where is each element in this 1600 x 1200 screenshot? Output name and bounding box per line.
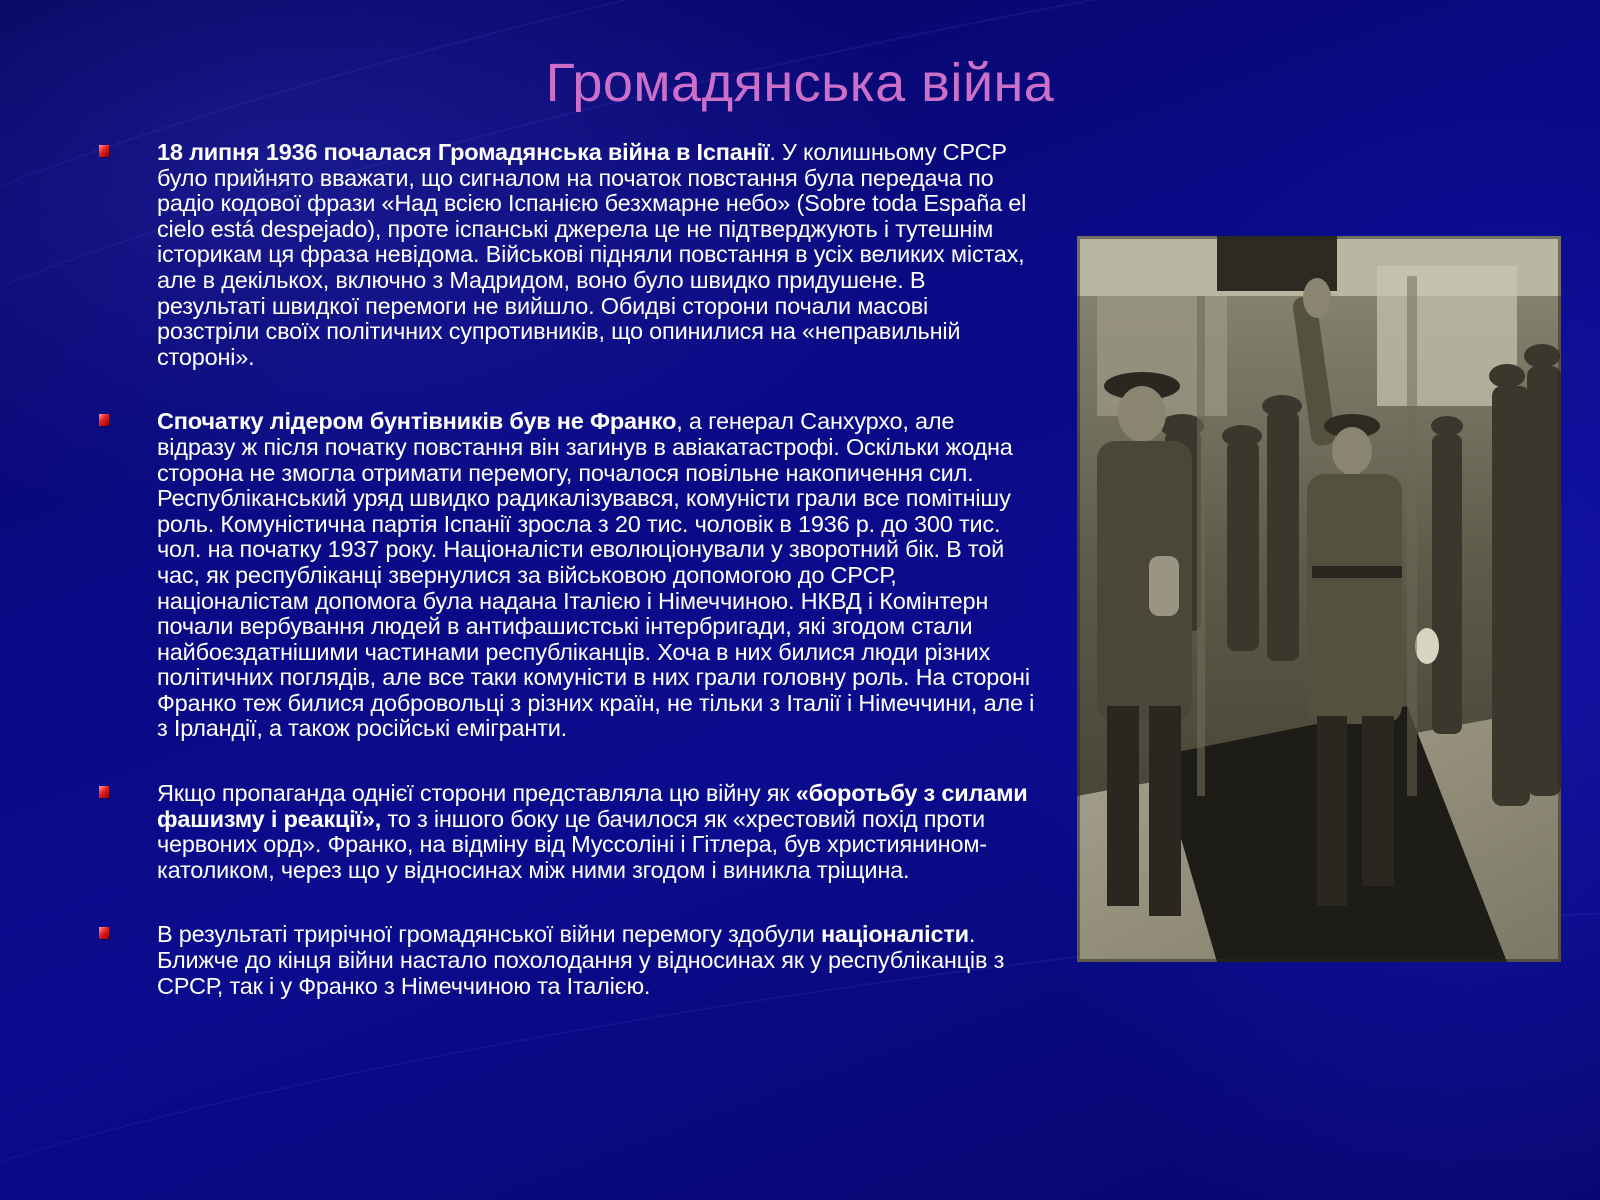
bullet-bold-text: націоналісти xyxy=(820,921,969,948)
bullet-text xyxy=(157,922,1036,999)
list-item xyxy=(96,140,1036,370)
bullet-icon xyxy=(99,414,109,426)
bullet-pre-text: Якщо пропаганда однієї сторони представляла цю війну як xyxy=(157,780,796,807)
bullet-bold-text: «боротьбу з силами фашизму і реакції», xyxy=(157,780,1028,832)
bullet-body-text: . У колишньому СРСР було прийнято вважати, що сигналом на початок повстання була передача по радіо кодової фрази «Над всією Іспанією безхмарне небо» (Sobre toda España el cielo está despejado), проте іспанські джерела це не підтверджують і тутешнім історикам ця фраза невідома. Військові підняли повстання в усіх великих містах, але в декількох, включно з Мадридом, воно було швидко придушене. В результаті швидкої перемоги не вийшло. Обидві сторони почали масові розстріли своїх політичних супротивників, що опинилися на «неправильній стороні». xyxy=(157,139,1027,370)
bullet-body-text: . Ближче до кінця війни настало похолодання у відносинах як у республіканців з СРСР, так і у Франко з Німеччиною та Італією. xyxy=(157,921,1005,999)
bullet-icon xyxy=(99,145,109,157)
bullet-bold-text: 18 липня 1936 почалася Громадянська війна в Іспанії xyxy=(157,139,770,165)
list-item xyxy=(96,409,1036,742)
bullet-icon xyxy=(99,786,109,798)
historical-photo xyxy=(1077,236,1561,962)
bullet-text xyxy=(157,781,1036,883)
bullet-pre-text: В результаті трирічної громадянської війни перемогу здобули xyxy=(157,921,821,948)
photo-illustration xyxy=(1077,236,1561,962)
bullet-icon xyxy=(99,927,109,939)
bullet-body-text: , а генерал Санхурхо, але відразу ж після початку повстання він загинув в авіакатастрофі. Оскільки жодна сторона не змогла отримати перемогу, почалося повільне накопичення сил. Республіканський уряд швидко радикалізувався, комуністи грали все помітнішу роль. Комуністична партія Іспанії зросла з 20 тис. чоловік в 1936 р. до 300 тис. чол. на початку 1937 року. Націоналісти еволюціонували у зворотний бік. В той час, як республіканці звернулися за військовою допомогою до СРСР, націоналістам допомога була надана Італією і Німеччиною. НКВД і Комінтерн почали вербування людей в антифашистські інтербригади, які згодом стали найбоєздатнішими частинами республіканців. Хоча в них билися люди різних політичних поглядів, але все таки комуністи в них грали головну роль. На стороні Франко теж билися добровольці з різних країн, не тільки з Італії і Німеччини, але і з Ірландії, а також російські емігранти. xyxy=(157,408,1035,742)
slide-title: Громадянська війна xyxy=(545,53,1055,113)
bullet-body-text: то з іншого боку це бачилося як «хрестовий похід проти червоних орд». Франко, на відміну від Муссоліні і Гітлера, був християнином-католиком, через що у відносинах між ними згодом і виникла тріщина. xyxy=(157,805,987,883)
bullet-bold-text: Спочатку лідером бунтівників був не Франко xyxy=(157,408,677,435)
bullet-text xyxy=(157,409,1036,742)
list-item xyxy=(96,781,1036,883)
list-item xyxy=(96,922,1036,999)
bullet-text xyxy=(157,140,1036,370)
bullet-list xyxy=(96,140,1036,999)
